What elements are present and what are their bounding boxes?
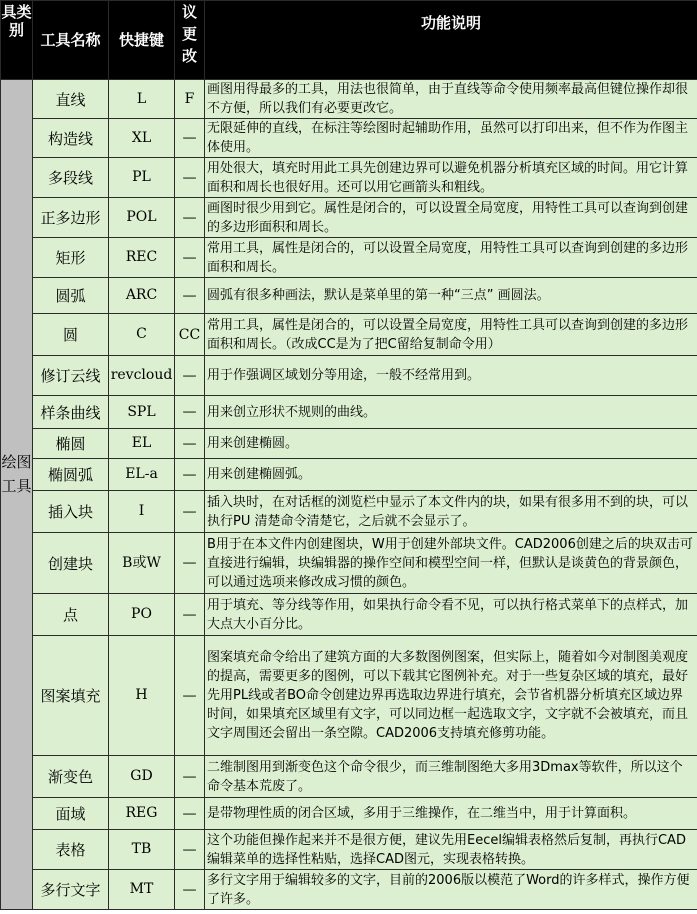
tool-description: 用来创建椭圆。 [205, 429, 697, 459]
tool-shortcut: MT [109, 870, 175, 910]
tool-changed: — [175, 491, 205, 533]
tool-description: 这个功能但操作起来并不是很方便，建议先用Eecel编辑表格然后复制，再执行CAD编辑菜单的选择性粘贴，选择CAD图元，实现表格转换。 [205, 830, 697, 870]
tool-shortcut: XL [109, 119, 175, 158]
table-row [1, 533, 697, 594]
tool-shortcut: C [109, 314, 175, 356]
tool-changed: — [175, 356, 205, 396]
table-row [1, 119, 697, 158]
tool-shortcut: POL [109, 198, 175, 238]
tool-shortcut: H [109, 636, 175, 756]
tool-description: 用来创立形状不规则的曲线。 [205, 396, 697, 429]
tool-name: 椭圆弧 [33, 459, 109, 491]
table-row [1, 756, 697, 798]
tool-description: 是带物理性质的闭合区域，多用于三维操作，在二维当中，用于计算面积。 [205, 798, 697, 830]
tool-description: 常用工具，属性是闭合的，可以设置全局宽度，用特性工具可以查询到创建的多边形面积和周长。（改成CC是为了把C留给复制命令用） [205, 314, 697, 356]
header-shortcut: 快捷键 [109, 1, 175, 80]
table-row [1, 594, 697, 636]
tool-name: 构造线 [33, 119, 109, 158]
tool-changed: — [175, 798, 205, 830]
tool-name: 渐变色 [33, 756, 109, 798]
tool-changed: — [175, 870, 205, 910]
tool-changed: — [175, 119, 205, 158]
tool-description: 插入块时，在对话框的浏览栏中显示了本文件内的块，如果有很多用不到的块，可以执行PU 清楚命令清楚它，之后就不会显示了。 [205, 491, 697, 533]
tool-shortcut: REG [109, 798, 175, 830]
tool-shortcut: GD [109, 756, 175, 798]
tool-description: 画图时很少用到它。属性是闭合的，可以设置全局宽度，用特性工具可以查询到创建的多边形面积和周长。 [205, 198, 697, 238]
tool-name: 直线 [33, 80, 109, 119]
tool-changed: — [175, 830, 205, 870]
tool-shortcut: ARC [109, 278, 175, 314]
tool-name: 创建块 [33, 533, 109, 594]
table-row [1, 80, 697, 119]
tool-changed: — [175, 158, 205, 198]
table-row [1, 798, 697, 830]
tool-description: 二维制图用到渐变色这个命令很少，而三维制图绝大多用3Dmax等软件，所以这个命令基本荒废了。 [205, 756, 697, 798]
category-cell: 绘图工具 [1, 80, 33, 910]
table-row [1, 238, 697, 278]
header-row [1, 1, 697, 80]
tool-description: 用于填充、等分线等作用，如果执行命令看不见，可以执行格式菜单下的点样式，加大点大小百分比。 [205, 594, 697, 636]
tool-name: 圆弧 [33, 278, 109, 314]
table-row [1, 636, 697, 756]
tool-description: 用来创建椭圆弧。 [205, 459, 697, 491]
tool-shortcut: EL [109, 429, 175, 459]
table-row [1, 830, 697, 870]
tool-changed: — [175, 594, 205, 636]
tool-description: 圆弧有很多种画法，默认是菜单里的第一种“三点” 画圆法。 [205, 278, 697, 314]
tool-name: 表格 [33, 830, 109, 870]
table-row [1, 870, 697, 910]
tool-description: 无限延伸的直线，在标注等绘图时起辅助作用，虽然可以打印出来，但不作为作图主体使用。 [205, 119, 697, 158]
table-row [1, 314, 697, 356]
tool-name: 图案填充 [33, 636, 109, 756]
tool-shortcut: PL [109, 158, 175, 198]
tool-shortcut: B或W [109, 533, 175, 594]
tool-shortcut: TB [109, 830, 175, 870]
table-row [1, 396, 697, 429]
header-description: 功能说明 [205, 1, 697, 80]
tool-changed: F [175, 80, 205, 119]
tool-name: 多行文字 [33, 870, 109, 910]
tool-shortcut: L [109, 80, 175, 119]
tool-description: 画图用得最多的工具，用法也很简单，由于直线等命令使用频率最高但键位操作却很不方便，所以我们有必要更改它。 [205, 80, 697, 119]
tool-name: 椭圆 [33, 429, 109, 459]
tool-shortcut: REC [109, 238, 175, 278]
tool-changed: — [175, 533, 205, 594]
tool-changed: CC [175, 314, 205, 356]
tool-shortcut: revcloud [109, 356, 175, 396]
tool-description: B用于在本文件内创建图块，W用于创建外部块文件。CAD2006创建之后的块双击可直接进行编辑，块编辑器的操作空间和模型空间一样，但默认是谈黄色的背景颜色，可以通过选项来修改成习惯的颜色。 [205, 533, 697, 594]
tool-changed: — [175, 756, 205, 798]
table-row [1, 459, 697, 491]
tool-changed: — [175, 636, 205, 756]
tool-description: 多行文字用于编辑较多的文字，目前的2006版以模范了Word的许多样式，操作方便了许多。 [205, 870, 697, 910]
tool-name: 多段线 [33, 158, 109, 198]
tool-name: 面域 [33, 798, 109, 830]
tool-description: 用于作强调区域划分等用途，一般不经常用到。 [205, 356, 697, 396]
table-row [1, 278, 697, 314]
tool-changed: — [175, 238, 205, 278]
table-row [1, 158, 697, 198]
header-changed: 议更改 [175, 1, 205, 80]
tool-name: 正多边形 [33, 198, 109, 238]
table-row [1, 429, 697, 459]
header-category: 具类别 [1, 1, 33, 80]
tool-changed: — [175, 198, 205, 238]
tool-shortcut: EL-a [109, 459, 175, 491]
tool-name: 插入块 [33, 491, 109, 533]
tool-shortcut: I [109, 491, 175, 533]
tool-shortcut: SPL [109, 396, 175, 429]
tool-description: 常用工具，属性是闭合的，可以设置全局宽度，用特性工具可以查询到创建的多边形面积和周长。 [205, 238, 697, 278]
tool-name: 圆 [33, 314, 109, 356]
tool-changed: — [175, 459, 205, 491]
tool-name: 修订云线 [33, 356, 109, 396]
tool-changed: — [175, 396, 205, 429]
table-row [1, 491, 697, 533]
tool-changed: — [175, 429, 205, 459]
tool-shortcut: PO [109, 594, 175, 636]
header-tool-name: 工具名称 [33, 1, 109, 80]
tool-changed: — [175, 278, 205, 314]
tool-name: 点 [33, 594, 109, 636]
table-row [1, 198, 697, 238]
tool-description: 图案填充命令给出了建筑方面的大多数图例图案，但实际上，随着如今对制图美观度的提高，需要更多的图例，可以下载其它图例补充。对于一些复杂区域的填充，最好先用PL线或者BO命令创建边界再选取边界进行填充，会节省机器分析填充区域边界时间，如果填充区域里有文字，可以同边框一起选取文字，文字就不会被填充，而且文字周围还会留出一条空隙。CAD2006支持填充修剪功能。 [205, 636, 697, 756]
table-row [1, 356, 697, 396]
tool-name: 矩形 [33, 238, 109, 278]
tool-description: 用处很大，填充时用此工具先创建边界可以避免机器分析填充区域的时间。用它计算面积和周长也很好用。还可以用它画箭头和粗线。 [205, 158, 697, 198]
tool-name: 样条曲线 [33, 396, 109, 429]
